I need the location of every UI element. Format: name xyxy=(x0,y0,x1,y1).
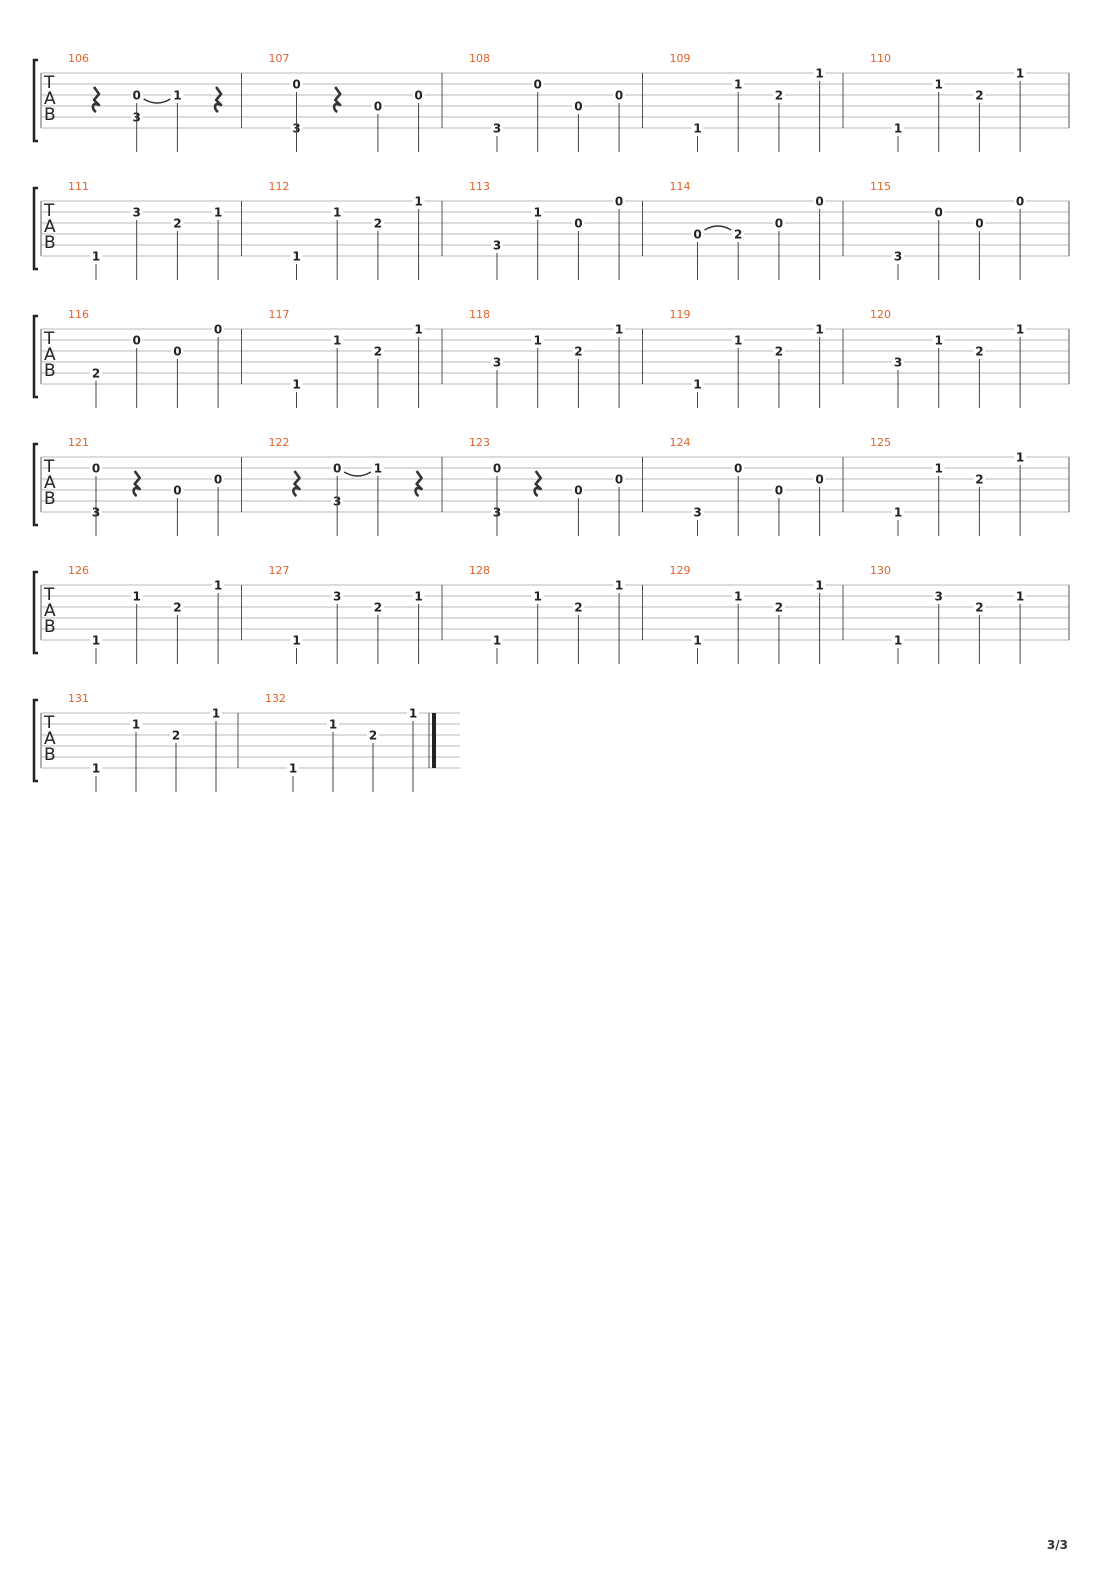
quarter-rest-icon xyxy=(134,471,140,496)
fret-number: 0 xyxy=(373,99,383,114)
fret-number: 1 xyxy=(734,77,743,92)
quarter-rest-icon xyxy=(535,471,541,496)
fret-number: 0 xyxy=(975,216,984,231)
fret-number: 1 xyxy=(893,121,903,136)
fret-number: 0 xyxy=(533,77,542,92)
tab-clef-letter: A xyxy=(44,729,56,749)
tab-clef-letter: A xyxy=(44,345,56,365)
fret-number: 3 xyxy=(492,121,502,136)
fret-number: 1 xyxy=(492,633,502,648)
fret-number: 0 xyxy=(815,472,824,487)
fret-number: 0 xyxy=(774,216,784,231)
fret-number: 3 xyxy=(132,205,141,220)
measure-number: 118 xyxy=(469,308,490,321)
fret-number: 1 xyxy=(693,633,702,648)
fret-number: 3 xyxy=(333,589,342,604)
fret-number: 2 xyxy=(373,216,383,231)
fret-number: 1 xyxy=(934,333,943,348)
fret-number: 1 xyxy=(734,333,743,348)
fret-number: 2 xyxy=(368,728,378,743)
fret-number: 2 xyxy=(975,472,984,487)
fret-number: 0 xyxy=(1015,194,1025,209)
system-bracket xyxy=(34,316,38,397)
tab-clef-letter: A xyxy=(44,473,56,493)
fret-number: 1 xyxy=(693,121,702,136)
tab-clef-letter: B xyxy=(44,361,56,381)
fret-number: 1 xyxy=(292,377,301,392)
measure-number: 132 xyxy=(265,692,286,705)
measure-number: 115 xyxy=(870,180,891,193)
fret-number: 2 xyxy=(574,600,583,615)
fret-number: 3 xyxy=(91,505,101,520)
quarter-rest-icon xyxy=(293,471,299,496)
tab-clef-letter: B xyxy=(44,233,56,253)
fret-number: 1 xyxy=(91,761,101,776)
tab-clef-letter: T xyxy=(44,457,55,477)
fret-number: 2 xyxy=(173,216,182,231)
fret-number: 1 xyxy=(414,589,423,604)
measure-number: 111 xyxy=(68,180,89,193)
fret-number: 0 xyxy=(492,461,502,476)
fret-number: 2 xyxy=(734,227,743,242)
fret-number: 1 xyxy=(533,589,542,604)
measure-number: 128 xyxy=(469,564,490,577)
tab-system xyxy=(34,180,1069,280)
fret-number: 3 xyxy=(132,110,141,125)
tab-clef-letter: T xyxy=(44,329,55,349)
fret-number: 0 xyxy=(292,77,301,92)
fret-number: 2 xyxy=(574,344,583,359)
fret-number: 3 xyxy=(292,121,301,136)
tab-clef-letter: T xyxy=(44,585,55,605)
measure-number: 110 xyxy=(870,52,891,65)
measure-number: 124 xyxy=(669,436,691,449)
fret-number: 1 xyxy=(292,249,301,264)
fret-number: 1 xyxy=(1015,322,1025,337)
tab-clef-letter: B xyxy=(44,745,56,765)
fret-number: 0 xyxy=(574,483,583,498)
fret-number: 1 xyxy=(1015,589,1025,604)
system-bracket xyxy=(34,700,38,781)
tab-clef-letter: T xyxy=(44,201,55,221)
fret-number: 1 xyxy=(815,322,824,337)
fret-number: 0 xyxy=(91,461,101,476)
fret-number: 2 xyxy=(975,600,984,615)
measure-number: 125 xyxy=(870,436,891,449)
fret-number: 1 xyxy=(1015,450,1025,465)
fret-number: 0 xyxy=(132,333,141,348)
fret-number: 1 xyxy=(288,761,298,776)
fret-number: 2 xyxy=(91,366,101,381)
fret-number: 3 xyxy=(492,355,502,370)
tab-clef-letter: B xyxy=(44,617,56,637)
fret-number: 1 xyxy=(693,377,702,392)
measure-number: 120 xyxy=(870,308,891,321)
measure-number: 131 xyxy=(68,692,89,705)
fret-number: 2 xyxy=(774,88,784,103)
fret-number: 1 xyxy=(292,633,301,648)
fret-number: 1 xyxy=(893,505,903,520)
measure-number: 113 xyxy=(469,180,490,193)
fret-number: 0 xyxy=(614,472,624,487)
fret-number: 0 xyxy=(614,194,624,209)
tab-system xyxy=(34,52,1069,152)
fret-number: 3 xyxy=(693,505,702,520)
tie-arc xyxy=(344,472,371,476)
fret-number: 2 xyxy=(171,728,181,743)
fret-number: 1 xyxy=(333,205,342,220)
measure-number: 108 xyxy=(469,52,490,65)
measure-number: 107 xyxy=(268,52,290,65)
fret-number: 2 xyxy=(774,600,784,615)
quarter-rest-icon xyxy=(415,471,421,496)
fret-number: 0 xyxy=(574,99,583,114)
fret-number: 0 xyxy=(213,472,223,487)
fret-number: 1 xyxy=(893,633,903,648)
fret-number: 1 xyxy=(414,322,423,337)
fret-number: 1 xyxy=(734,589,743,604)
tab-clef-letter: A xyxy=(44,217,56,237)
fret-number: 1 xyxy=(934,77,943,92)
fret-number: 1 xyxy=(173,88,182,103)
fret-number: 1 xyxy=(408,706,418,721)
fret-number: 3 xyxy=(893,355,903,370)
page-number: 3/3 xyxy=(1046,1538,1068,1552)
measure-number: 114 xyxy=(669,180,691,193)
fret-number: 1 xyxy=(533,333,542,348)
measure-number: 121 xyxy=(68,436,89,449)
measure-number: 119 xyxy=(669,308,691,321)
fret-number: 2 xyxy=(774,344,784,359)
fret-number: 0 xyxy=(414,88,423,103)
fret-number: 0 xyxy=(173,344,182,359)
fret-number: 2 xyxy=(373,600,383,615)
fret-number: 1 xyxy=(328,717,338,732)
fret-number: 0 xyxy=(774,483,784,498)
fret-number: 0 xyxy=(693,227,702,242)
fret-number: 1 xyxy=(815,578,824,593)
fret-number: 1 xyxy=(414,194,423,209)
fret-number: 2 xyxy=(373,344,383,359)
fret-number: 3 xyxy=(934,589,943,604)
fret-number: 3 xyxy=(333,494,342,509)
fret-number: 3 xyxy=(492,238,502,253)
tab-system xyxy=(34,436,1069,536)
measure-number: 126 xyxy=(68,564,89,577)
fret-number: 0 xyxy=(333,461,342,476)
quarter-rest-icon xyxy=(215,87,221,112)
fret-number: 3 xyxy=(893,249,903,264)
fret-number: 0 xyxy=(934,205,943,220)
fret-number: 1 xyxy=(614,578,624,593)
system-bracket xyxy=(34,444,38,525)
fret-number: 1 xyxy=(1015,66,1025,81)
measure-number: 123 xyxy=(469,436,490,449)
tab-system xyxy=(34,308,1069,408)
system-bracket xyxy=(34,572,38,653)
tab-clef-letter: A xyxy=(44,89,56,109)
measure-number: 127 xyxy=(268,564,290,577)
measure-number: 117 xyxy=(268,308,290,321)
final-barline-thick xyxy=(432,713,436,768)
tab-clef-letter: B xyxy=(44,105,56,125)
measure-number: 130 xyxy=(870,564,891,577)
tab-system xyxy=(34,564,1069,664)
fret-number: 1 xyxy=(533,205,542,220)
fret-number: 2 xyxy=(975,344,984,359)
fret-number: 1 xyxy=(213,578,223,593)
fret-number: 1 xyxy=(614,322,624,337)
quarter-rest-icon xyxy=(334,87,340,112)
tie-arc xyxy=(705,226,732,230)
fret-number: 0 xyxy=(574,216,583,231)
tab-system xyxy=(34,692,460,792)
fret-number: 1 xyxy=(211,706,221,721)
tie-arc xyxy=(144,99,171,103)
fret-number: 1 xyxy=(91,633,101,648)
measure-number: 122 xyxy=(268,436,290,449)
system-bracket xyxy=(34,188,38,269)
fret-number: 0 xyxy=(132,88,141,103)
fret-number: 0 xyxy=(173,483,182,498)
tab-clef-letter: B xyxy=(44,489,56,509)
fret-number: 0 xyxy=(614,88,624,103)
fret-number: 1 xyxy=(333,333,342,348)
fret-number: 1 xyxy=(132,589,141,604)
tab-clef-letter: T xyxy=(44,73,55,93)
fret-number: 1 xyxy=(373,461,383,476)
fret-number: 0 xyxy=(734,461,743,476)
fret-number: 1 xyxy=(213,205,223,220)
tab-clef-letter: A xyxy=(44,601,56,621)
system-bracket xyxy=(34,60,38,141)
tab-clef-letter: T xyxy=(44,713,55,733)
fret-number: 2 xyxy=(975,88,984,103)
fret-number: 1 xyxy=(934,461,943,476)
measure-number: 106 xyxy=(68,52,89,65)
fret-number: 3 xyxy=(492,505,502,520)
fret-number: 2 xyxy=(173,600,182,615)
fret-number: 0 xyxy=(213,322,223,337)
quarter-rest-icon xyxy=(93,87,99,112)
measure-number: 109 xyxy=(669,52,691,65)
measure-number: 116 xyxy=(68,308,89,321)
fret-number: 1 xyxy=(815,66,824,81)
measure-number: 112 xyxy=(268,180,290,193)
measure-number: 129 xyxy=(669,564,691,577)
fret-number: 1 xyxy=(91,249,101,264)
fret-number: 1 xyxy=(131,717,141,732)
fret-number: 0 xyxy=(815,194,824,209)
